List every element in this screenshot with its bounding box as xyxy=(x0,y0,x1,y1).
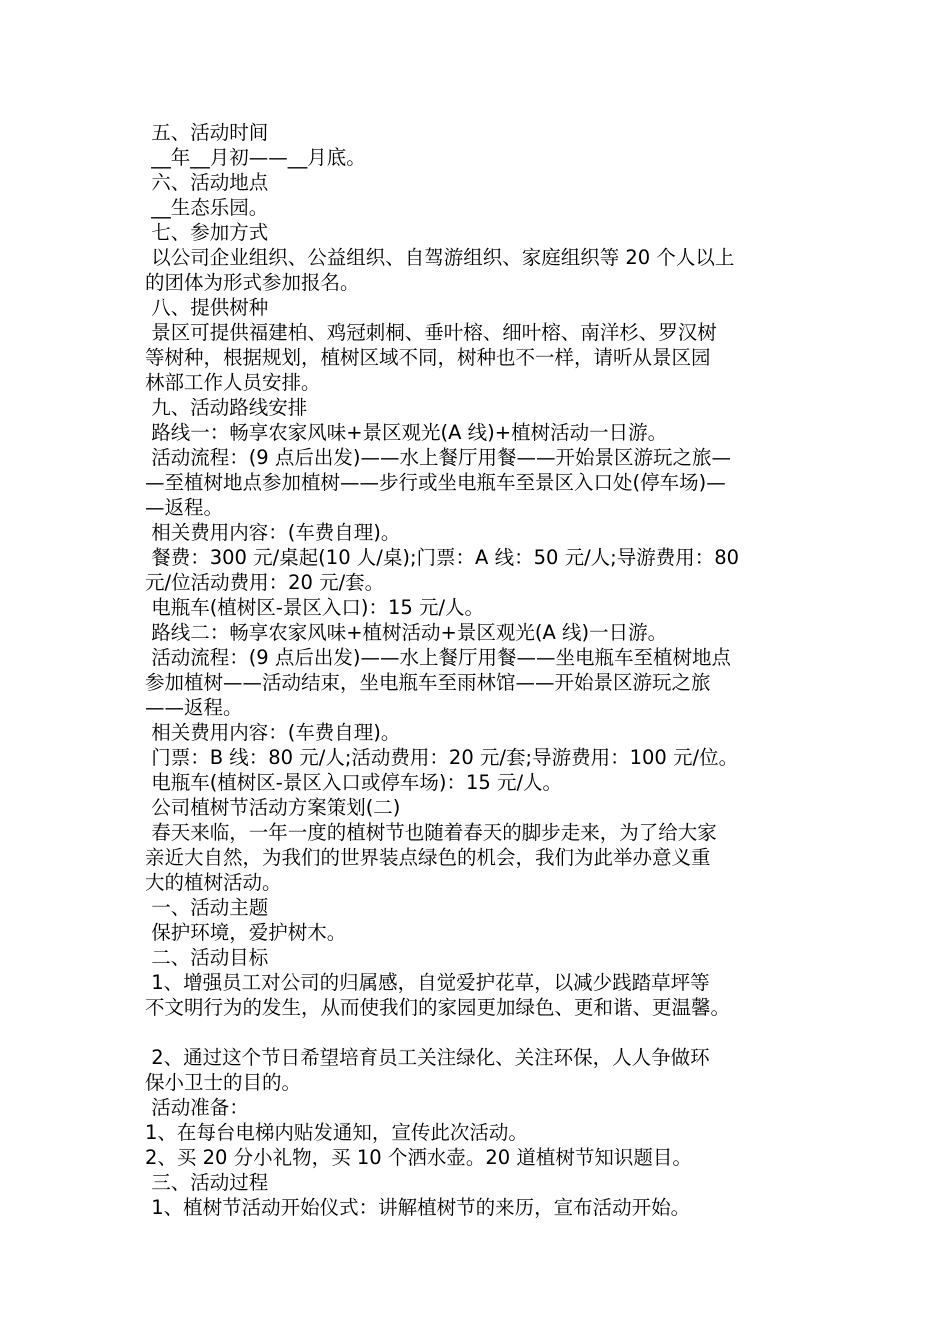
text-line: —返程。 xyxy=(145,496,224,519)
text-line: 门票：B 线：80 元/人;活动费用：20 元/套;导游费用：100 元/位。 xyxy=(145,746,739,769)
text-line: —至植树地点参加植树——步行或坐电瓶车至景区入口处(停车场)— xyxy=(145,471,726,494)
text-line: 八、提供树种 xyxy=(145,296,269,319)
text-line: 保小卫士的目的。 xyxy=(145,1071,302,1094)
text-line: 电瓶车(植树区-景区入口或停车场)：15 元/人。 xyxy=(145,771,563,794)
text-line: 活动准备： xyxy=(145,1096,249,1119)
text-line: 以公司企业组织、公益组织、自驾游组织、家庭组织等 20 个人以上 xyxy=(145,246,735,269)
text-line: 一、活动主题 xyxy=(145,896,269,919)
text-line: ——返程。 xyxy=(145,696,243,719)
blank-line xyxy=(145,1020,825,1045)
text-line: 七、参加方式 xyxy=(145,221,269,244)
text-line: 活动流程：(9 点后出发)——水上餐厅用餐——坐电瓶车至植树地点 xyxy=(145,646,732,669)
text-line: 九、活动路线安排 xyxy=(145,396,308,419)
text-line: 活动流程：(9 点后出发)——水上餐厅用餐——开始景区游玩之旅— xyxy=(145,446,732,469)
text-line: __年__月初——__月底。 xyxy=(145,146,366,169)
text-line: 元/位活动费用：20 元/套。 xyxy=(145,571,385,594)
text-line: 的团体为形式参加报名。 xyxy=(145,271,360,294)
text-line: 三、活动过程 xyxy=(145,1171,269,1194)
text-line: 保护环境，爱护树木。 xyxy=(145,921,347,944)
text-line: 相关费用内容：(车费自理)。 xyxy=(145,721,401,744)
text-line: 等树种，根据规划，植树区域不同，树种也不一样，请听从景区园 xyxy=(145,346,711,369)
text-line: 相关费用内容：(车费自理)。 xyxy=(145,521,401,544)
text-line: 五、活动时间 xyxy=(145,121,269,144)
text-line: 2、通过这个节日希望培育员工关注绿化、关注环保，人人争做环 xyxy=(145,1046,710,1069)
text-line: 2、买 20 分小礼物，买 10 个洒水壶。20 道植树节知识题目。 xyxy=(145,1146,692,1169)
text-line: 景区可提供福建柏、鸡冠刺桐、垂叶榕、细叶榕、南洋杉、罗汉树 xyxy=(145,321,717,344)
text-line: 1、增强员工对公司的归属感，自觉爱护花草，以减少践踏草坪等 xyxy=(145,971,710,994)
text-line: 林部工作人员安排。 xyxy=(145,371,321,394)
document-page xyxy=(145,120,825,1220)
text-line: 路线二：畅享农家风味+植树活动+景区观光(A 线)一日游。 xyxy=(145,621,668,644)
text-line: 电瓶车(植树区-景区入口)：15 元/人。 xyxy=(145,596,485,619)
text-line: __生态乐园。 xyxy=(145,196,269,219)
text-line: 路线一：畅享农家风味+景区观光(A 线)+植树活动一日游。 xyxy=(145,421,668,444)
text-line: 春天来临，一年一度的植树节也随着春天的脚步走来，为了给大家 xyxy=(145,821,717,844)
text-line: 大的植树活动。 xyxy=(145,871,282,894)
text-line: 餐费：300 元/桌起(10 人/桌);门票：A 线：50 元/人;导游费用：80 xyxy=(145,546,740,569)
text-line: 1、在每台电梯内贴发通知，宣传此次活动。 xyxy=(145,1121,528,1144)
text-line: 公司植树节活动方案策划(二) xyxy=(145,796,401,819)
text-line: 参加植树——活动结束，坐电瓶车至雨林馆——开始景区游玩之旅 xyxy=(145,671,711,694)
text-line: 亲近大自然，为我们的世界装点绿色的机会，我们为此举办意义重 xyxy=(145,846,711,869)
text-line: 六、活动地点 xyxy=(145,171,269,194)
text-line: 1、植树节活动开始仪式：讲解植树节的来历，宣布活动开始。 xyxy=(145,1196,691,1219)
text-line: 不文明行为的发生，从而使我们的家园更加绿色、更和谐、更温馨。 xyxy=(145,996,731,1019)
text-line: 二、活动目标 xyxy=(145,946,269,969)
